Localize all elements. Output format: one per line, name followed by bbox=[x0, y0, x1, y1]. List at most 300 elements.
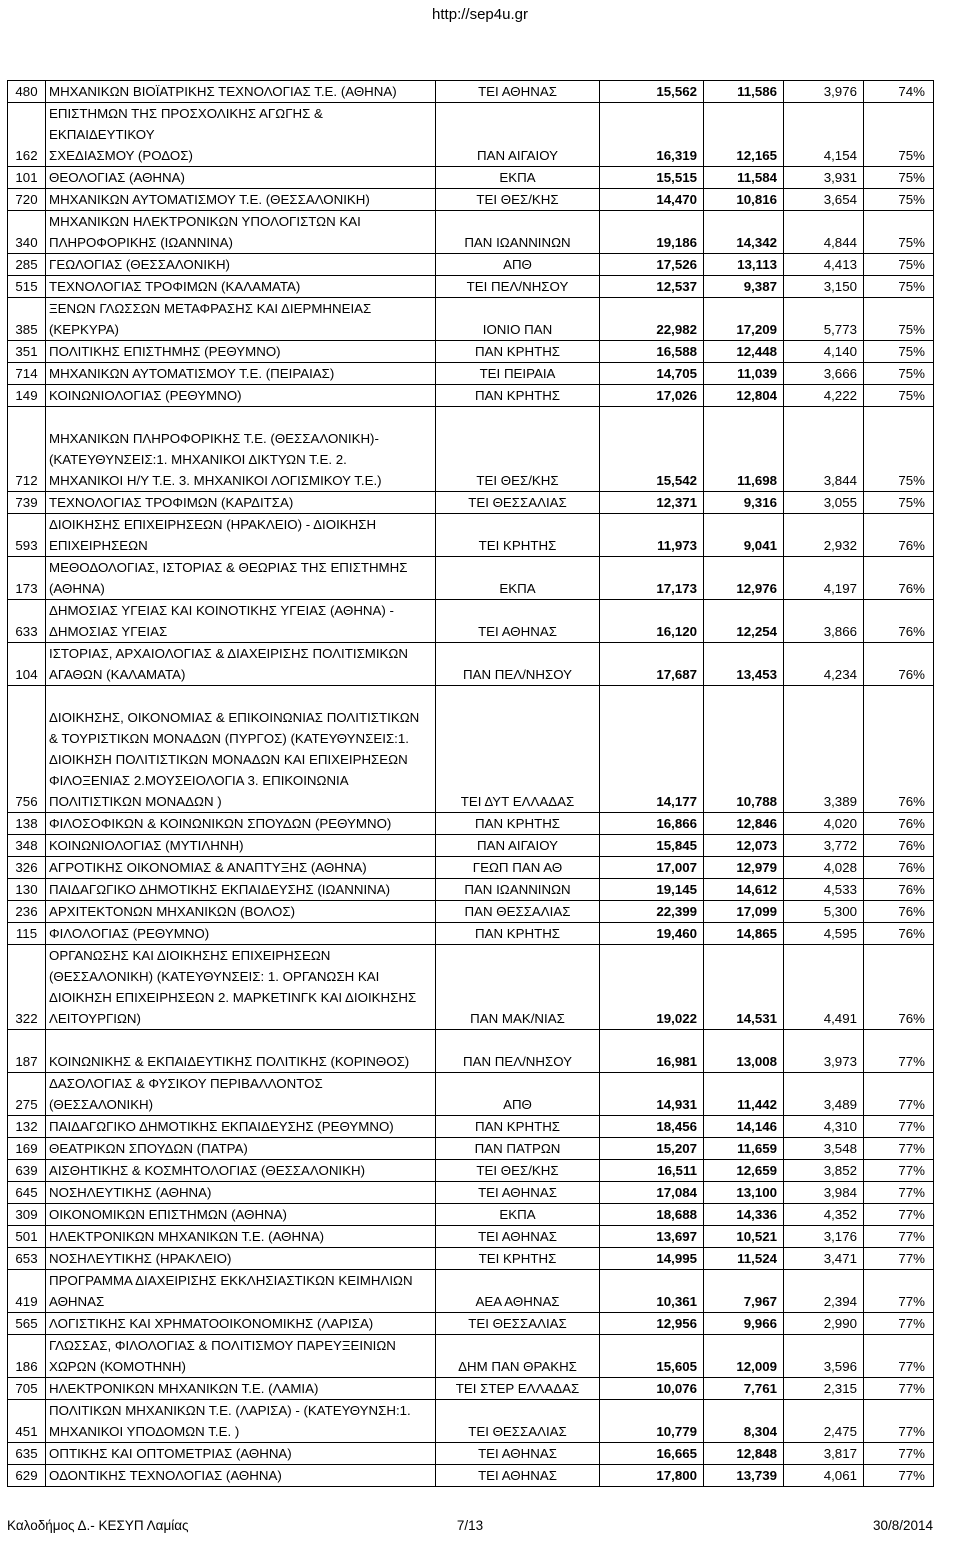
institution: ΤΕΙ ΑΘΗΝΑΣ bbox=[436, 1182, 600, 1204]
institution: ΤΕΙ ΚΡΗΤΗΣ bbox=[436, 514, 600, 557]
score-value-2: 13,739 bbox=[704, 1465, 784, 1487]
department-name-line: ΚΟΙΝΩΝΙΚΗΣ & ΕΚΠΑΙΔΕΥΤΙΚΗΣ ΠΟΛΙΤΙΚΗΣ (ΚΟΡΙΝΘΟΣ) bbox=[49, 1054, 410, 1069]
department-name-line: ΜΗΧΑΝΙΚΩΝ ΠΛΗΡΟΦΟΡΙΚΗΣ Τ.Ε. (ΘΕΣΣΑΛΟΝΙΚΗ)- bbox=[49, 431, 379, 446]
department-name bbox=[46, 1335, 436, 1378]
institution: ΤΕΙ ΑΘΗΝΑΣ bbox=[436, 1443, 600, 1465]
percentage: 76% bbox=[864, 600, 934, 643]
score-difference: 2,990 bbox=[784, 1313, 864, 1335]
percentage: 77% bbox=[864, 1073, 934, 1116]
department-name-line: ΔΑΣΟΛΟΓΙΑΣ & ΦΥΣΙΚΟΥ ΠΕΡΙΒΑΛΛΟΝΤΟΣ bbox=[49, 1076, 323, 1091]
table-row bbox=[8, 1073, 934, 1116]
score-difference: 3,852 bbox=[784, 1160, 864, 1182]
score-value-2: 9,316 bbox=[704, 492, 784, 514]
department-code: 639 bbox=[8, 1160, 46, 1182]
score-difference: 3,666 bbox=[784, 363, 864, 385]
department-code: 340 bbox=[8, 211, 46, 254]
institution: ΤΕΙ ΘΕΣ/ΚΗΣ bbox=[436, 1160, 600, 1182]
table-row bbox=[8, 1204, 934, 1226]
department-name bbox=[46, 923, 436, 945]
percentage: 75% bbox=[864, 298, 934, 341]
department-code: 275 bbox=[8, 1073, 46, 1116]
score-value-1: 19,186 bbox=[600, 211, 704, 254]
score-value-2: 10,816 bbox=[704, 189, 784, 211]
table-row bbox=[8, 189, 934, 211]
score-value-1: 16,981 bbox=[600, 1030, 704, 1073]
table-row bbox=[8, 879, 934, 901]
score-value-1: 16,511 bbox=[600, 1160, 704, 1182]
score-value-2: 12,254 bbox=[704, 600, 784, 643]
department-code: 739 bbox=[8, 492, 46, 514]
department-name bbox=[46, 1116, 436, 1138]
score-value-1: 14,931 bbox=[600, 1073, 704, 1116]
department-code: 451 bbox=[8, 1400, 46, 1443]
department-code: 714 bbox=[8, 363, 46, 385]
score-difference: 4,352 bbox=[784, 1204, 864, 1226]
score-value-1: 22,982 bbox=[600, 298, 704, 341]
department-name-line: ΠΑΙΔΑΓΩΓΙΚΟ ΔΗΜΟΤΙΚΗΣ ΕΚΠΑΙΔΕΥΣΗΣ (ΙΩΑΝΝΙΝΑ) bbox=[49, 882, 391, 897]
department-code: 326 bbox=[8, 857, 46, 879]
department-name-line: ΗΛΕΚΤΡΟΝΙΚΩΝ ΜΗΧΑΝΙΚΩΝ Τ.Ε. (ΛΑΜΙΑ) bbox=[49, 1381, 319, 1396]
table-row bbox=[8, 1378, 934, 1400]
table-row bbox=[8, 686, 934, 813]
department-name-line: ΟΙΚΟΝΟΜΙΚΩΝ ΕΠΙΣΤΗΜΩΝ (ΑΘΗΝΑ) bbox=[49, 1207, 287, 1222]
score-value-2: 14,336 bbox=[704, 1204, 784, 1226]
department-code: 162 bbox=[8, 103, 46, 167]
score-value-1: 15,542 bbox=[600, 407, 704, 492]
department-name-line: ΘΕΟΛΟΓΙΑΣ (ΑΘΗΝΑ) bbox=[49, 170, 185, 185]
score-value-2: 12,659 bbox=[704, 1160, 784, 1182]
percentage: 76% bbox=[864, 857, 934, 879]
institution: ΤΕΙ ΑΘΗΝΑΣ bbox=[436, 81, 600, 103]
table-row bbox=[8, 1138, 934, 1160]
department-code: 149 bbox=[8, 385, 46, 407]
percentage: 76% bbox=[864, 643, 934, 686]
department-name bbox=[46, 363, 436, 385]
department-name-line: ΚΟΙΝΩΝΙΟΛΟΓΙΑΣ (ΡΕΘΥΜΝΟ) bbox=[49, 388, 242, 403]
table-body bbox=[8, 81, 934, 1487]
department-name-line: ΜΗΧΑΝΙΚΩΝ ΒΙΟΪΑΤΡΙΚΗΣ ΤΕΧΝΟΛΟΓΙΑΣ Τ.Ε. (ΑΘΗΝΑ) bbox=[49, 84, 397, 99]
department-name-line: ΔΙΟΙΚΗΣΗ ΠΟΛΙΤΙΣΤΙΚΩΝ ΜΟΝΑΔΩΝ ΚΑΙ ΕΠΙΧΕΙΡΗΣΕΩΝ bbox=[49, 752, 408, 767]
score-difference: 3,150 bbox=[784, 276, 864, 298]
department-name bbox=[46, 514, 436, 557]
table-row bbox=[8, 1248, 934, 1270]
department-name bbox=[46, 1073, 436, 1116]
department-name-line: ΔΗΜΟΣΙΑΣ ΥΓΕΙΑΣ bbox=[49, 624, 168, 639]
department-name-line: ΜΗΧΑΝΙΚΩΝ ΗΛΕΚΤΡΟΝΙΚΩΝ ΥΠΟΛΟΓΙΣΤΩΝ ΚΑΙ bbox=[49, 214, 361, 229]
institution: ΠΑΝ ΚΡΗΤΗΣ bbox=[436, 923, 600, 945]
table-row bbox=[8, 363, 934, 385]
score-value-2: 8,304 bbox=[704, 1400, 784, 1443]
table-row bbox=[8, 557, 934, 600]
percentage: 76% bbox=[864, 686, 934, 813]
percentage: 77% bbox=[864, 1182, 934, 1204]
department-code: 138 bbox=[8, 813, 46, 835]
table-row bbox=[8, 1465, 934, 1487]
department-code: 186 bbox=[8, 1335, 46, 1378]
table-row bbox=[8, 857, 934, 879]
score-value-2: 12,073 bbox=[704, 835, 784, 857]
department-code: 633 bbox=[8, 600, 46, 643]
percentage: 77% bbox=[864, 1465, 934, 1487]
table-row bbox=[8, 385, 934, 407]
score-value-1: 10,361 bbox=[600, 1270, 704, 1313]
score-difference: 4,061 bbox=[784, 1465, 864, 1487]
score-value-1: 12,537 bbox=[600, 276, 704, 298]
department-name bbox=[46, 600, 436, 643]
institution: ΤΕΙ ΑΘΗΝΑΣ bbox=[436, 1226, 600, 1248]
score-value-1: 16,319 bbox=[600, 103, 704, 167]
department-name-line: ΚΟΙΝΩΝΙΟΛΟΓΙΑΣ (ΜΥΤΙΛΗΝΗ) bbox=[49, 838, 244, 853]
score-difference: 4,140 bbox=[784, 341, 864, 363]
department-code: 309 bbox=[8, 1204, 46, 1226]
score-difference: 3,866 bbox=[784, 600, 864, 643]
score-value-2: 12,009 bbox=[704, 1335, 784, 1378]
score-value-1: 15,562 bbox=[600, 81, 704, 103]
score-value-2: 17,099 bbox=[704, 901, 784, 923]
department-name-line: ΣΧΕΔΙΑΣΜΟΥ (ΡΟΔΟΣ) bbox=[49, 148, 193, 163]
department-name-line: ΦΙΛΟΣΟΦΙΚΩΝ & ΚΟΙΝΩΝΙΚΩΝ ΣΠΟΥΔΩΝ (ΡΕΘΥΜΝΟ) bbox=[49, 816, 392, 831]
score-value-1: 12,371 bbox=[600, 492, 704, 514]
department-name-line: ΑΘΗΝΑΣ bbox=[49, 1294, 105, 1309]
percentage: 75% bbox=[864, 254, 934, 276]
score-value-2: 13,113 bbox=[704, 254, 784, 276]
percentage: 75% bbox=[864, 189, 934, 211]
score-difference: 4,028 bbox=[784, 857, 864, 879]
score-value-2: 13,100 bbox=[704, 1182, 784, 1204]
department-name bbox=[46, 835, 436, 857]
department-name-line: ΓΛΩΣΣΑΣ, ΦΙΛΟΛΟΓΙΑΣ & ΠΟΛΙΤΙΣΜΟΥ ΠΑΡΕΥΞΕΙΝΙΩΝ bbox=[49, 1338, 396, 1353]
departments-table bbox=[7, 80, 934, 1487]
score-value-2: 12,846 bbox=[704, 813, 784, 835]
percentage: 77% bbox=[864, 1116, 934, 1138]
score-value-2: 13,008 bbox=[704, 1030, 784, 1073]
department-code: 712 bbox=[8, 407, 46, 492]
score-difference: 3,596 bbox=[784, 1335, 864, 1378]
department-code: 593 bbox=[8, 514, 46, 557]
department-name-line: (ΑΘΗΝΑ) bbox=[49, 581, 105, 596]
department-code: 101 bbox=[8, 167, 46, 189]
department-name-line: ΞΕΝΩΝ ΓΛΩΣΣΩΝ ΜΕΤΑΦΡΑΣΗΣ ΚΑΙ ΔΙΕΡΜΗΝΕΙΑΣ bbox=[49, 301, 372, 316]
table-row bbox=[8, 492, 934, 514]
department-name-line: ΑΡΧΙΤΕΚΤΟΝΩΝ ΜΗΧΑΝΙΚΩΝ (ΒΟΛΟΣ) bbox=[49, 904, 296, 919]
score-value-1: 14,705 bbox=[600, 363, 704, 385]
table-row bbox=[8, 813, 934, 835]
department-name-line: ΛΕΙΤΟΥΡΓΙΩΝ) bbox=[49, 1011, 141, 1026]
department-code: 351 bbox=[8, 341, 46, 363]
score-value-2: 7,967 bbox=[704, 1270, 784, 1313]
department-name-line: ΟΠΤΙΚΗΣ ΚΑΙ ΟΠΤΟΜΕΤΡΙΑΣ (ΑΘΗΝΑ) bbox=[49, 1446, 292, 1461]
score-value-2: 14,342 bbox=[704, 211, 784, 254]
department-name-line: & ΤΟΥΡΙΣΤΙΚΩΝ ΜΟΝΑΔΩΝ (ΠΥΡΓΟΣ) (ΚΑΤΕΥΘΥΝΣΕΙΣ:1. bbox=[49, 731, 409, 746]
department-name-line: ΧΩΡΩΝ (ΚΟΜΟΤΗΝΗ) bbox=[49, 1359, 186, 1374]
score-value-2: 11,442 bbox=[704, 1073, 784, 1116]
department-name-line: ΔΙΟΙΚΗΣΗΣ, ΟΙΚΟΝΟΜΙΑΣ & ΕΠΙΚΟΙΝΩΝΙΑΣ ΠΟΛΙΤΙΣΤΙΚΩΝ bbox=[49, 710, 420, 725]
percentage: 75% bbox=[864, 103, 934, 167]
department-name-line: ΔΗΜΟΣΙΑΣ ΥΓΕΙΑΣ ΚΑΙ ΚΟΙΝΟΤΙΚΗΣ ΥΓΕΙΑΣ (ΑΘΗΝΑ) - bbox=[49, 603, 394, 618]
department-code: 322 bbox=[8, 945, 46, 1030]
score-value-2: 11,698 bbox=[704, 407, 784, 492]
percentage: 77% bbox=[864, 1400, 934, 1443]
table-row bbox=[8, 643, 934, 686]
score-value-2: 10,521 bbox=[704, 1226, 784, 1248]
institution: ΤΕΙ ΘΕΣΣΑΛΙΑΣ bbox=[436, 492, 600, 514]
score-value-1: 17,084 bbox=[600, 1182, 704, 1204]
department-name bbox=[46, 1204, 436, 1226]
score-value-1: 10,076 bbox=[600, 1378, 704, 1400]
table-row bbox=[8, 341, 934, 363]
institution: ΤΕΙ ΠΕΛ/ΝΗΣΟΥ bbox=[436, 276, 600, 298]
percentage: 75% bbox=[864, 167, 934, 189]
table-row bbox=[8, 167, 934, 189]
department-name bbox=[46, 1226, 436, 1248]
department-code: 385 bbox=[8, 298, 46, 341]
department-name bbox=[46, 167, 436, 189]
institution: ΙΟΝΙΟ ΠΑΝ bbox=[436, 298, 600, 341]
institution: ΤΕΙ ΘΕΣΣΑΛΙΑΣ bbox=[436, 1400, 600, 1443]
department-name bbox=[46, 1465, 436, 1487]
department-name-line: ΗΛΕΚΤΡΟΝΙΚΩΝ ΜΗΧΑΝΙΚΩΝ Τ.Ε. (ΑΘΗΝΑ) bbox=[49, 1229, 325, 1244]
score-difference: 4,310 bbox=[784, 1116, 864, 1138]
percentage: 77% bbox=[864, 1270, 934, 1313]
score-value-2: 14,865 bbox=[704, 923, 784, 945]
department-name bbox=[46, 189, 436, 211]
department-name bbox=[46, 1248, 436, 1270]
department-code: 720 bbox=[8, 189, 46, 211]
table-row bbox=[8, 1335, 934, 1378]
department-name bbox=[46, 385, 436, 407]
department-name bbox=[46, 857, 436, 879]
score-value-2: 9,966 bbox=[704, 1313, 784, 1335]
department-name-line: ΠΛΗΡΟΦΟΡΙΚΗΣ (ΙΩΑΝΝΙΝΑ) bbox=[49, 235, 233, 250]
score-value-1: 18,688 bbox=[600, 1204, 704, 1226]
score-difference: 3,976 bbox=[784, 81, 864, 103]
percentage: 77% bbox=[864, 1138, 934, 1160]
score-value-1: 17,007 bbox=[600, 857, 704, 879]
percentage: 76% bbox=[864, 923, 934, 945]
institution: ΠΑΝ ΚΡΗΤΗΣ bbox=[436, 1116, 600, 1138]
score-value-1: 14,470 bbox=[600, 189, 704, 211]
score-difference: 3,844 bbox=[784, 407, 864, 492]
score-value-2: 12,976 bbox=[704, 557, 784, 600]
score-value-1: 17,026 bbox=[600, 385, 704, 407]
table-row bbox=[8, 1400, 934, 1443]
score-value-2: 14,146 bbox=[704, 1116, 784, 1138]
score-value-1: 19,460 bbox=[600, 923, 704, 945]
table-row bbox=[8, 276, 934, 298]
score-value-2: 14,531 bbox=[704, 945, 784, 1030]
department-name-line: (ΘΕΣΣΑΛΟΝΙΚΗ) (ΚΑΤΕΥΘΥΝΣΕΙΣ: 1. ΟΡΓΑΝΩΣΗ ΚΑΙ bbox=[49, 969, 380, 984]
department-name-line: ΠΟΛΙΤΙΚΩΝ ΜΗΧΑΝΙΚΩΝ Τ.Ε. (ΛΑΡΙΣΑ) - (ΚΑΤΕΥΘΥΝΣΗ:1. bbox=[49, 1403, 411, 1418]
department-name bbox=[46, 1030, 436, 1073]
table-row bbox=[8, 1270, 934, 1313]
department-name-line: ΛΟΓΙΣΤΙΚΗΣ ΚΑΙ ΧΡΗΜΑΤΟΟΙΚΟΝΟΜΙΚΗΣ (ΛΑΡΙΣΑ) bbox=[49, 1316, 374, 1331]
department-code: 565 bbox=[8, 1313, 46, 1335]
percentage: 77% bbox=[864, 1378, 934, 1400]
percentage: 75% bbox=[864, 385, 934, 407]
department-name bbox=[46, 813, 436, 835]
department-name-line bbox=[49, 1030, 432, 1051]
institution: ΤΕΙ ΘΕΣ/ΚΗΣ bbox=[436, 407, 600, 492]
percentage: 76% bbox=[864, 945, 934, 1030]
score-value-1: 15,845 bbox=[600, 835, 704, 857]
department-name bbox=[46, 686, 436, 813]
percentage: 76% bbox=[864, 879, 934, 901]
footer-author: Καλοδήμος Δ.- ΚΕΣΥΠ Λαμίας bbox=[7, 1518, 189, 1533]
percentage: 75% bbox=[864, 341, 934, 363]
table-row bbox=[8, 901, 934, 923]
table-row bbox=[8, 407, 934, 492]
institution: ΤΕΙ ΚΡΗΤΗΣ bbox=[436, 1248, 600, 1270]
score-difference: 4,491 bbox=[784, 945, 864, 1030]
score-value-2: 9,041 bbox=[704, 514, 784, 557]
department-name bbox=[46, 1270, 436, 1313]
department-name-line bbox=[49, 407, 432, 428]
table-row bbox=[8, 298, 934, 341]
institution: ΠΑΝ ΚΡΗΤΗΣ bbox=[436, 341, 600, 363]
department-name bbox=[46, 254, 436, 276]
score-value-1: 16,665 bbox=[600, 1443, 704, 1465]
department-name-line: ΙΣΤΟΡΙΑΣ, ΑΡΧΑΙΟΛΟΓΙΑΣ & ΔΙΑΧΕΙΡΙΣΗΣ ΠΟΛΙΤΙΣΜΙΚΩΝ bbox=[49, 646, 408, 661]
percentage: 76% bbox=[864, 557, 934, 600]
percentage: 76% bbox=[864, 813, 934, 835]
department-name bbox=[46, 643, 436, 686]
score-value-1: 11,973 bbox=[600, 514, 704, 557]
department-name-line: ΦΙΛΟΞΕΝΙΑΣ 2.ΜΟΥΣΕΙΟΛΟΓΙΑ 3. ΕΠΙΚΟΙΝΩΝΙΑ bbox=[49, 773, 349, 788]
department-name bbox=[46, 1138, 436, 1160]
institution: ΤΕΙ ΘΕΣ/ΚΗΣ bbox=[436, 189, 600, 211]
department-code: 635 bbox=[8, 1443, 46, 1465]
percentage: 75% bbox=[864, 492, 934, 514]
department-code: 705 bbox=[8, 1378, 46, 1400]
institution: ΠΑΝ ΠΕΛ/ΝΗΣΟΥ bbox=[436, 1030, 600, 1073]
score-value-1: 17,526 bbox=[600, 254, 704, 276]
score-difference: 4,595 bbox=[784, 923, 864, 945]
department-name bbox=[46, 1378, 436, 1400]
score-difference: 4,197 bbox=[784, 557, 864, 600]
department-code: 756 bbox=[8, 686, 46, 813]
score-difference: 5,773 bbox=[784, 298, 864, 341]
institution: ΤΕΙ ΑΘΗΝΑΣ bbox=[436, 1465, 600, 1487]
institution: ΤΕΙ ΘΕΣΣΑΛΙΑΣ bbox=[436, 1313, 600, 1335]
footer-page-number: 7/13 bbox=[456, 1518, 484, 1533]
score-value-2: 9,387 bbox=[704, 276, 784, 298]
department-code: 501 bbox=[8, 1226, 46, 1248]
score-difference: 3,984 bbox=[784, 1182, 864, 1204]
department-name-line: ΑΙΣΘΗΤΙΚΗΣ & ΚΟΣΜΗΤΟΛΟΓΙΑΣ (ΘΕΣΣΑΛΟΝΙΚΗ) bbox=[49, 1163, 366, 1178]
percentage: 75% bbox=[864, 407, 934, 492]
institution: ΑΠΘ bbox=[436, 1073, 600, 1116]
institution: ΑΕΑ ΑΘΗΝΑΣ bbox=[436, 1270, 600, 1313]
table-row bbox=[8, 1443, 934, 1465]
percentage: 77% bbox=[864, 1335, 934, 1378]
percentage: 74% bbox=[864, 81, 934, 103]
department-name bbox=[46, 341, 436, 363]
department-name-line: ΠΑΙΔΑΓΩΓΙΚΟ ΔΗΜΟΤΙΚΗΣ ΕΚΠΑΙΔΕΥΣΗΣ (ΡΕΘΥΜΝΟ) bbox=[49, 1119, 394, 1134]
score-value-1: 14,995 bbox=[600, 1248, 704, 1270]
score-difference: 3,654 bbox=[784, 189, 864, 211]
department-name-line: ΜΕΘΟΔΟΛΟΓΙΑΣ, ΙΣΤΟΡΙΑΣ & ΘΕΩΡΙΑΣ ΤΗΣ ΕΠΙΣΤΗΜΗΣ bbox=[49, 560, 408, 575]
percentage: 77% bbox=[864, 1443, 934, 1465]
department-name bbox=[46, 557, 436, 600]
score-difference: 2,394 bbox=[784, 1270, 864, 1313]
department-name-line: ΟΔΟΝΤΙΚΗΣ ΤΕΧΝΟΛΟΓΙΑΣ (ΑΘΗΝΑ) bbox=[49, 1468, 282, 1483]
institution: ΔΗΜ ΠΑΝ ΘΡΑΚΗΣ bbox=[436, 1335, 600, 1378]
score-value-2: 12,804 bbox=[704, 385, 784, 407]
score-value-1: 17,173 bbox=[600, 557, 704, 600]
department-code: 480 bbox=[8, 81, 46, 103]
score-value-2: 11,586 bbox=[704, 81, 784, 103]
score-value-1: 17,800 bbox=[600, 1465, 704, 1487]
institution: ΠΑΝ ΘΕΣΣΑΛΙΑΣ bbox=[436, 901, 600, 923]
department-name bbox=[46, 211, 436, 254]
score-difference: 3,389 bbox=[784, 686, 864, 813]
header-url: http://sep4u.gr bbox=[432, 6, 528, 23]
department-name bbox=[46, 1443, 436, 1465]
percentage: 75% bbox=[864, 363, 934, 385]
score-value-1: 16,866 bbox=[600, 813, 704, 835]
table-row bbox=[8, 103, 934, 167]
score-difference: 3,055 bbox=[784, 492, 864, 514]
institution: ΠΑΝ ΑΙΓΑΙΟΥ bbox=[436, 835, 600, 857]
score-value-2: 13,453 bbox=[704, 643, 784, 686]
score-difference: 3,471 bbox=[784, 1248, 864, 1270]
score-value-1: 19,145 bbox=[600, 879, 704, 901]
institution: ΤΕΙ ΑΘΗΝΑΣ bbox=[436, 600, 600, 643]
department-name-line: ΔΙΟΙΚΗΣΗ ΕΠΙΧΕΙΡΗΣΕΩΝ 2. ΜΑΡΚΕΤΙΝΓΚ ΚΑΙ ΔΙΟΙΚΗΣΗΣ bbox=[49, 990, 417, 1005]
percentage: 75% bbox=[864, 211, 934, 254]
department-name-line: ΦΙΛΟΛΟΓΙΑΣ (ΡΕΘΥΜΝΟ) bbox=[49, 926, 210, 941]
department-code: 104 bbox=[8, 643, 46, 686]
percentage: 76% bbox=[864, 835, 934, 857]
table-row bbox=[8, 211, 934, 254]
score-value-2: 12,979 bbox=[704, 857, 784, 879]
score-value-1: 15,207 bbox=[600, 1138, 704, 1160]
department-name bbox=[46, 492, 436, 514]
department-name-line: ΠΟΛΙΤΙΚΗΣ ΕΠΙΣΤΗΜΗΣ (ΡΕΘΥΜΝΟ) bbox=[49, 344, 281, 359]
institution: ΠΑΝ ΜΑΚ/ΝΙΑΣ bbox=[436, 945, 600, 1030]
department-code: 132 bbox=[8, 1116, 46, 1138]
score-value-2: 7,761 bbox=[704, 1378, 784, 1400]
department-name-line: ΠΡΟΓΡΑΜΜΑ ΔΙΑΧΕΙΡΙΣΗΣ ΕΚΚΛΗΣΙΑΣΤΙΚΩΝ ΚΕΙΜΗΛΙΩΝ bbox=[49, 1273, 413, 1288]
score-value-1: 18,456 bbox=[600, 1116, 704, 1138]
score-value-2: 11,584 bbox=[704, 167, 784, 189]
table-row bbox=[8, 254, 934, 276]
score-difference: 4,154 bbox=[784, 103, 864, 167]
score-difference: 3,973 bbox=[784, 1030, 864, 1073]
department-name bbox=[46, 1160, 436, 1182]
department-name-line: (ΘΕΣΣΑΛΟΝΙΚΗ) bbox=[49, 1097, 154, 1112]
department-name-line: ΝΟΣΗΛΕΥΤΙΚΗΣ (ΑΘΗΝΑ) bbox=[49, 1185, 212, 1200]
score-value-1: 19,022 bbox=[600, 945, 704, 1030]
score-difference: 5,300 bbox=[784, 901, 864, 923]
score-value-1: 15,605 bbox=[600, 1335, 704, 1378]
department-name-line: ΑΓΡΟΤΙΚΗΣ ΟΙΚΟΝΟΜΙΑΣ & ΑΝΑΠΤΥΞΗΣ (ΑΘΗΝΑ) bbox=[49, 860, 367, 875]
score-difference: 3,817 bbox=[784, 1443, 864, 1465]
score-difference: 3,772 bbox=[784, 835, 864, 857]
score-value-1: 22,399 bbox=[600, 901, 704, 923]
table-row bbox=[8, 1116, 934, 1138]
score-difference: 4,222 bbox=[784, 385, 864, 407]
department-code: 653 bbox=[8, 1248, 46, 1270]
department-code: 285 bbox=[8, 254, 46, 276]
institution: ΑΠΘ bbox=[436, 254, 600, 276]
percentage: 77% bbox=[864, 1248, 934, 1270]
department-name-line: ΓΕΩΛΟΓΙΑΣ (ΘΕΣΣΑΛΟΝΙΚΗ) bbox=[49, 257, 230, 272]
department-name bbox=[46, 103, 436, 167]
department-name-line: ΜΗΧΑΝΙΚΟΙ ΥΠΟΔΟΜΩΝ Τ.Ε. ) bbox=[49, 1424, 240, 1439]
score-value-1: 15,515 bbox=[600, 167, 704, 189]
table-row bbox=[8, 1030, 934, 1073]
